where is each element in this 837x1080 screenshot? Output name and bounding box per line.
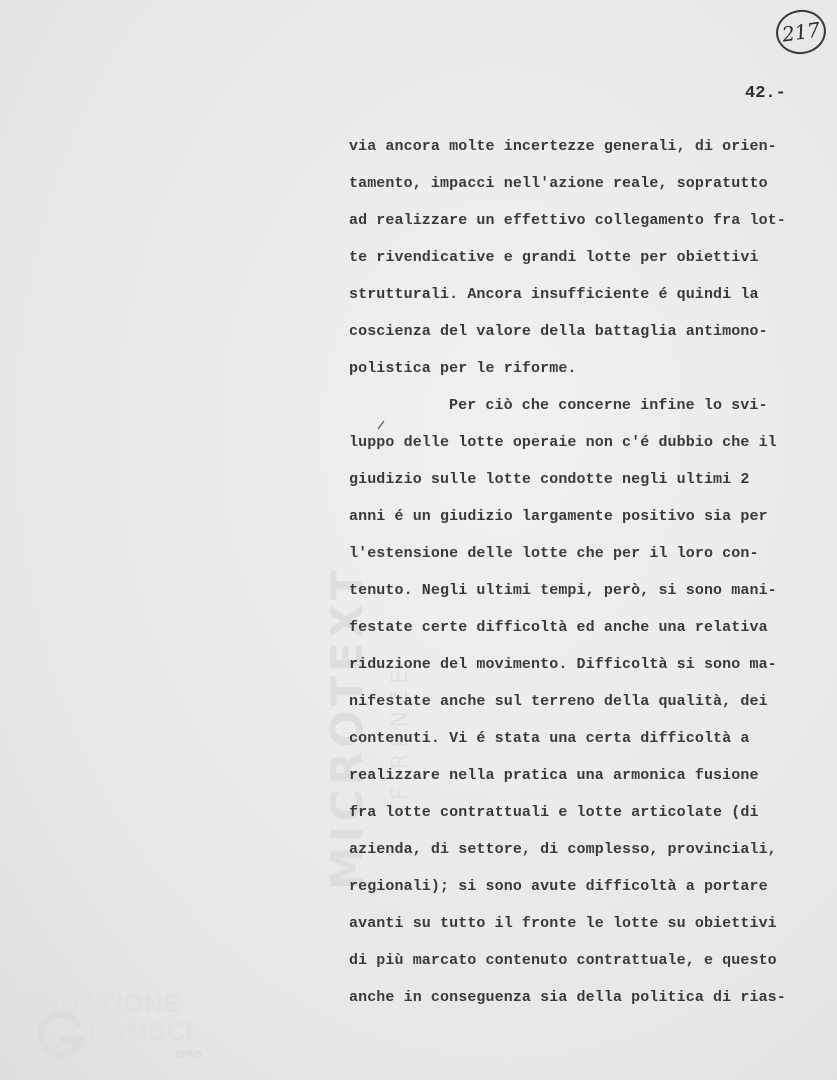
text-line: tamento, impacci nell'azione reale, sopratutto: [349, 175, 768, 192]
logo-g-icon: [34, 1010, 86, 1062]
fondazione-gramsci-logo: [0, 988, 215, 1076]
archive-number-circle: [773, 7, 829, 58]
text-line: via ancora molte incertezze generali, di orien-: [349, 138, 777, 155]
microfilm-stamp-subtext: FIRENZE: [388, 664, 413, 800]
archive-number: 217: [780, 17, 822, 47]
text-line: l'estensione delle lotte che per il loro con-: [349, 545, 759, 562]
text-line: strutturali. Ancora insufficiente é quindi la: [349, 286, 759, 303]
text-line: nifestate anche sul terreno della qualità, dei: [349, 693, 768, 710]
text-line: azienda, di settore, di complesso, provinciali,: [349, 841, 777, 858]
text-line: giudizio sulle lotte condotte negli ultimi 2: [349, 471, 750, 488]
text-line: fra lotte contrattuali e lotte articolate (di: [349, 804, 759, 821]
text-line: contenuti. Vi é stata una certa difficoltà a: [349, 730, 750, 747]
text-line: regionali); si sono avute difficoltà a portare: [349, 878, 768, 895]
text-line: polistica per le riforme.: [349, 360, 577, 377]
typewritten-body-text: [349, 128, 819, 1016]
text-line: tenuto. Negli ultimi tempi, però, si sono mani-: [349, 582, 777, 599]
text-line: Per ciò che concerne infine lo svi-: [449, 397, 768, 414]
text-line: ad realizzare un effettivo collegamento fra lot-: [349, 212, 786, 229]
logo-text-gramsci: RAMSCI: [88, 1016, 194, 1046]
text-line: riduzione del movimento. Difficoltà si sono ma-: [349, 656, 777, 673]
text-line: coscienza del valore della battaglia antimono-: [349, 323, 768, 340]
text-line: anni é un giudizio largamente positivo sia per: [349, 508, 768, 525]
text-line: avanti su tutto il fronte le lotte su obiettivi: [349, 915, 777, 932]
text-line: anche in conseguenza sia della politica di rias-: [349, 989, 786, 1006]
text-line: di più marcato contenuto contrattuale, e questo: [349, 952, 777, 969]
text-line: realizzare nella pratica una armonica fusione: [349, 767, 759, 784]
text-line: luppo delle lotte operaie non c'é dubbio che il: [349, 434, 777, 451]
logo-text-onlus: onlus: [176, 1048, 203, 1060]
text-line: te rivendicative e grandi lotte per obiettivi: [349, 249, 759, 266]
logo-text-fondazione: FONDAZIONE: [4, 988, 181, 1018]
text-line: festate certe difficoltà ed anche una relativa: [349, 619, 768, 636]
page-number: 42.-: [745, 84, 786, 103]
microfilm-stamp-watermark: MICROTEXT: [322, 566, 373, 890]
